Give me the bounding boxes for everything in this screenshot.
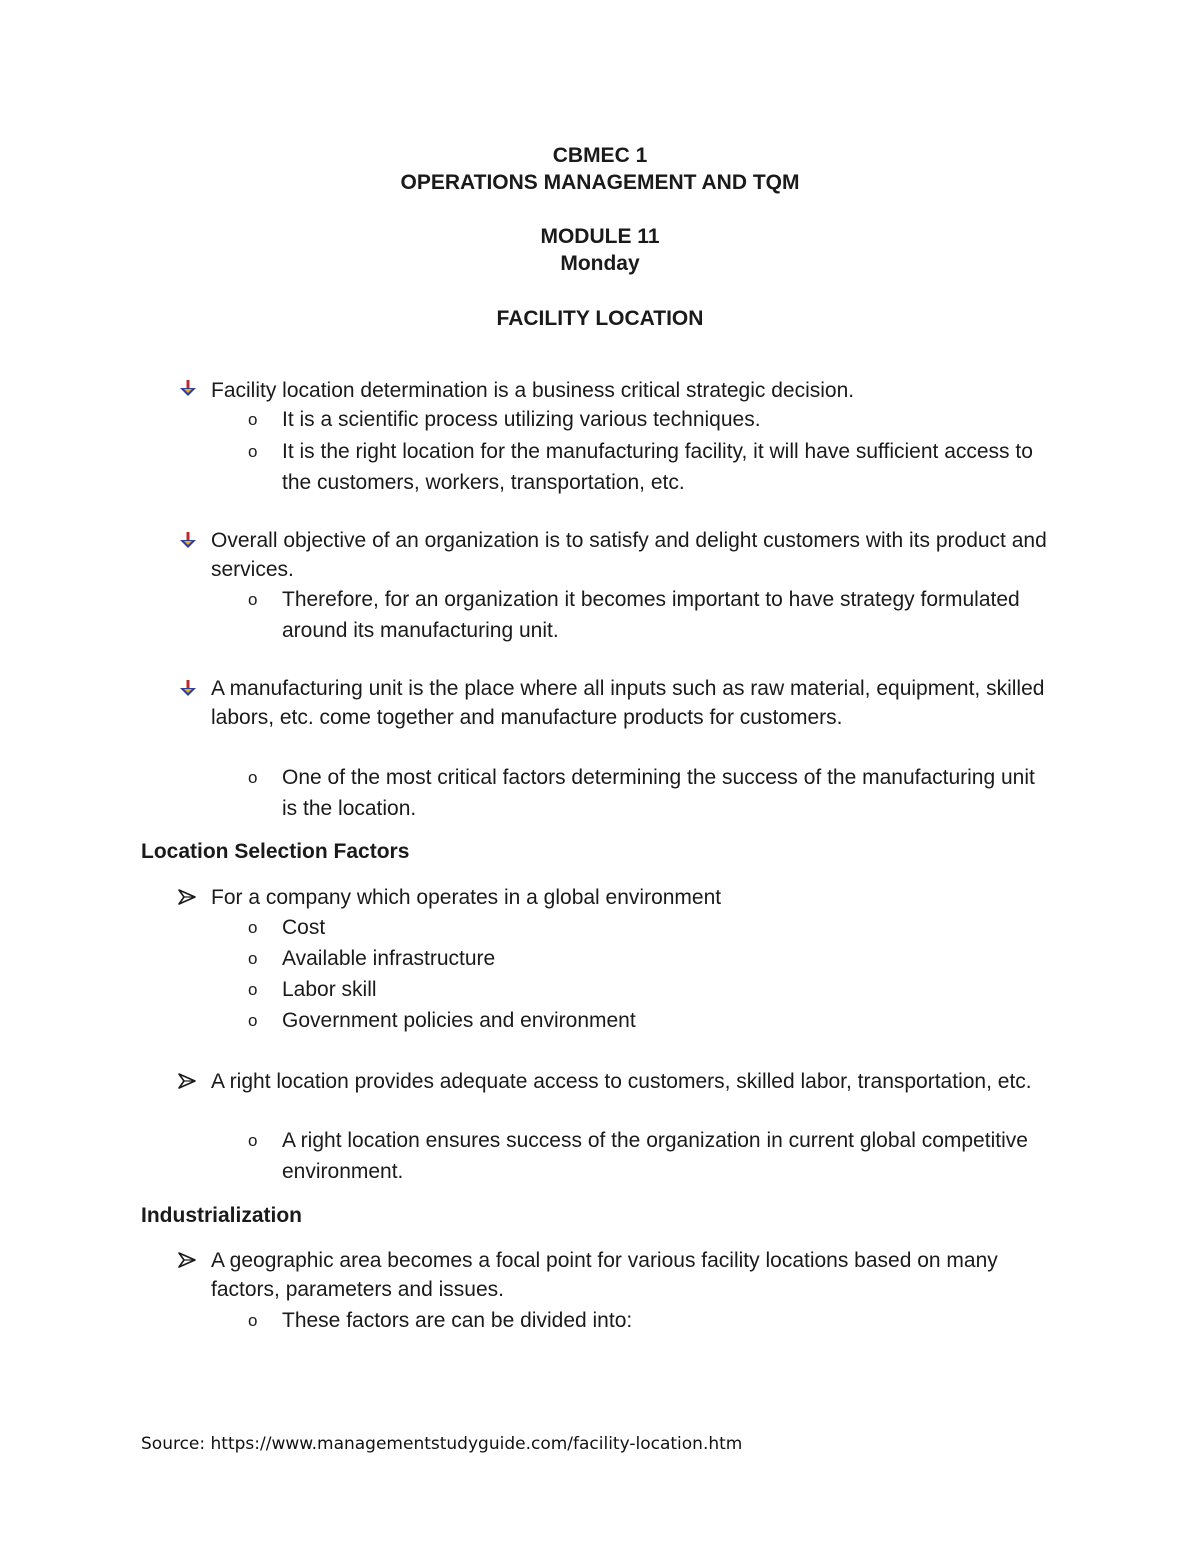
intro-bullet-1-sub-1: It is a scientific process utilizing various techniques. bbox=[282, 408, 761, 431]
location-item-1-sub-4: Government policies and environment bbox=[282, 1009, 636, 1032]
location-item-2-sub-1: A right location ensures success of the organization in current global competitive environment. bbox=[282, 1129, 1028, 1183]
topic-title: FACILITY LOCATION bbox=[496, 307, 704, 330]
location-item-1-sub-2: Available infrastructure bbox=[282, 947, 496, 970]
arrow-down-bullet-icon bbox=[176, 678, 200, 698]
course-code: CBMEC 1 bbox=[552, 144, 648, 167]
intro-bullet-3-sub-1: One of the most critical factors determining the success of the manufacturing unit is the location. bbox=[282, 766, 1035, 820]
intro-bullet-1: Facility location determination is a business critical strategic decision. bbox=[211, 379, 855, 402]
location-item-1-sub-3: Labor skill bbox=[282, 978, 377, 1001]
sub-bullet-marker: o bbox=[248, 590, 258, 609]
location-item-2: A right location provides adequate access to customers, skilled labor, transportation, etc. bbox=[211, 1070, 1032, 1093]
sub-bullet-marker: o bbox=[248, 1311, 258, 1330]
sub-bullet-marker: o bbox=[248, 410, 258, 429]
intro-bullet-2: Overall objective of an organization is to satisfy and delight customers with its product and services. bbox=[211, 529, 1047, 581]
sub-bullet-marker: o bbox=[248, 768, 258, 787]
arrow-right-bullet-icon bbox=[176, 1071, 200, 1091]
sub-bullet-marker: o bbox=[248, 980, 258, 999]
source-citation: Source: https://www.managementstudyguide.com/facility-location.htm bbox=[141, 1434, 743, 1454]
location-item-1-sub-1: Cost bbox=[282, 916, 326, 939]
section-heading-location-selection: Location Selection Factors bbox=[141, 840, 410, 863]
sub-bullet-marker: o bbox=[248, 1011, 258, 1030]
arrow-down-bullet-icon bbox=[176, 378, 200, 398]
intro-bullet-1-sub-2: It is the right location for the manufacturing facility, it will have sufficient access to the customers, workers, transportation, etc. bbox=[282, 440, 1033, 494]
sub-bullet-marker: o bbox=[248, 949, 258, 968]
module-number: MODULE 11 bbox=[540, 225, 660, 248]
arrow-right-bullet-icon bbox=[176, 887, 200, 907]
industrialization-item-1: A geographic area becomes a focal point for various facility locations based on many factors, parameters and issues. bbox=[211, 1249, 998, 1301]
arrow-down-bullet-icon bbox=[176, 530, 200, 550]
sub-bullet-marker: o bbox=[248, 918, 258, 937]
sub-bullet-marker: o bbox=[248, 442, 258, 461]
industrialization-item-1-sub-1: These factors are can be divided into: bbox=[282, 1309, 633, 1332]
arrow-right-bullet-icon bbox=[176, 1250, 200, 1270]
course-title: OPERATIONS MANAGEMENT AND TQM bbox=[400, 171, 800, 194]
location-item-1: For a company which operates in a global environment bbox=[211, 886, 722, 909]
section-heading-industrialization: Industrialization bbox=[141, 1204, 303, 1227]
module-day: Monday bbox=[560, 252, 640, 275]
intro-bullet-2-sub-1: Therefore, for an organization it becomes important to have strategy formulated around its manufacturing unit. bbox=[282, 588, 1020, 642]
sub-bullet-marker: o bbox=[248, 1131, 258, 1150]
intro-bullet-3: A manufacturing unit is the place where all inputs such as raw material, equipment, skilled labors, etc. come together and manufacture products for customers. bbox=[211, 677, 1045, 729]
